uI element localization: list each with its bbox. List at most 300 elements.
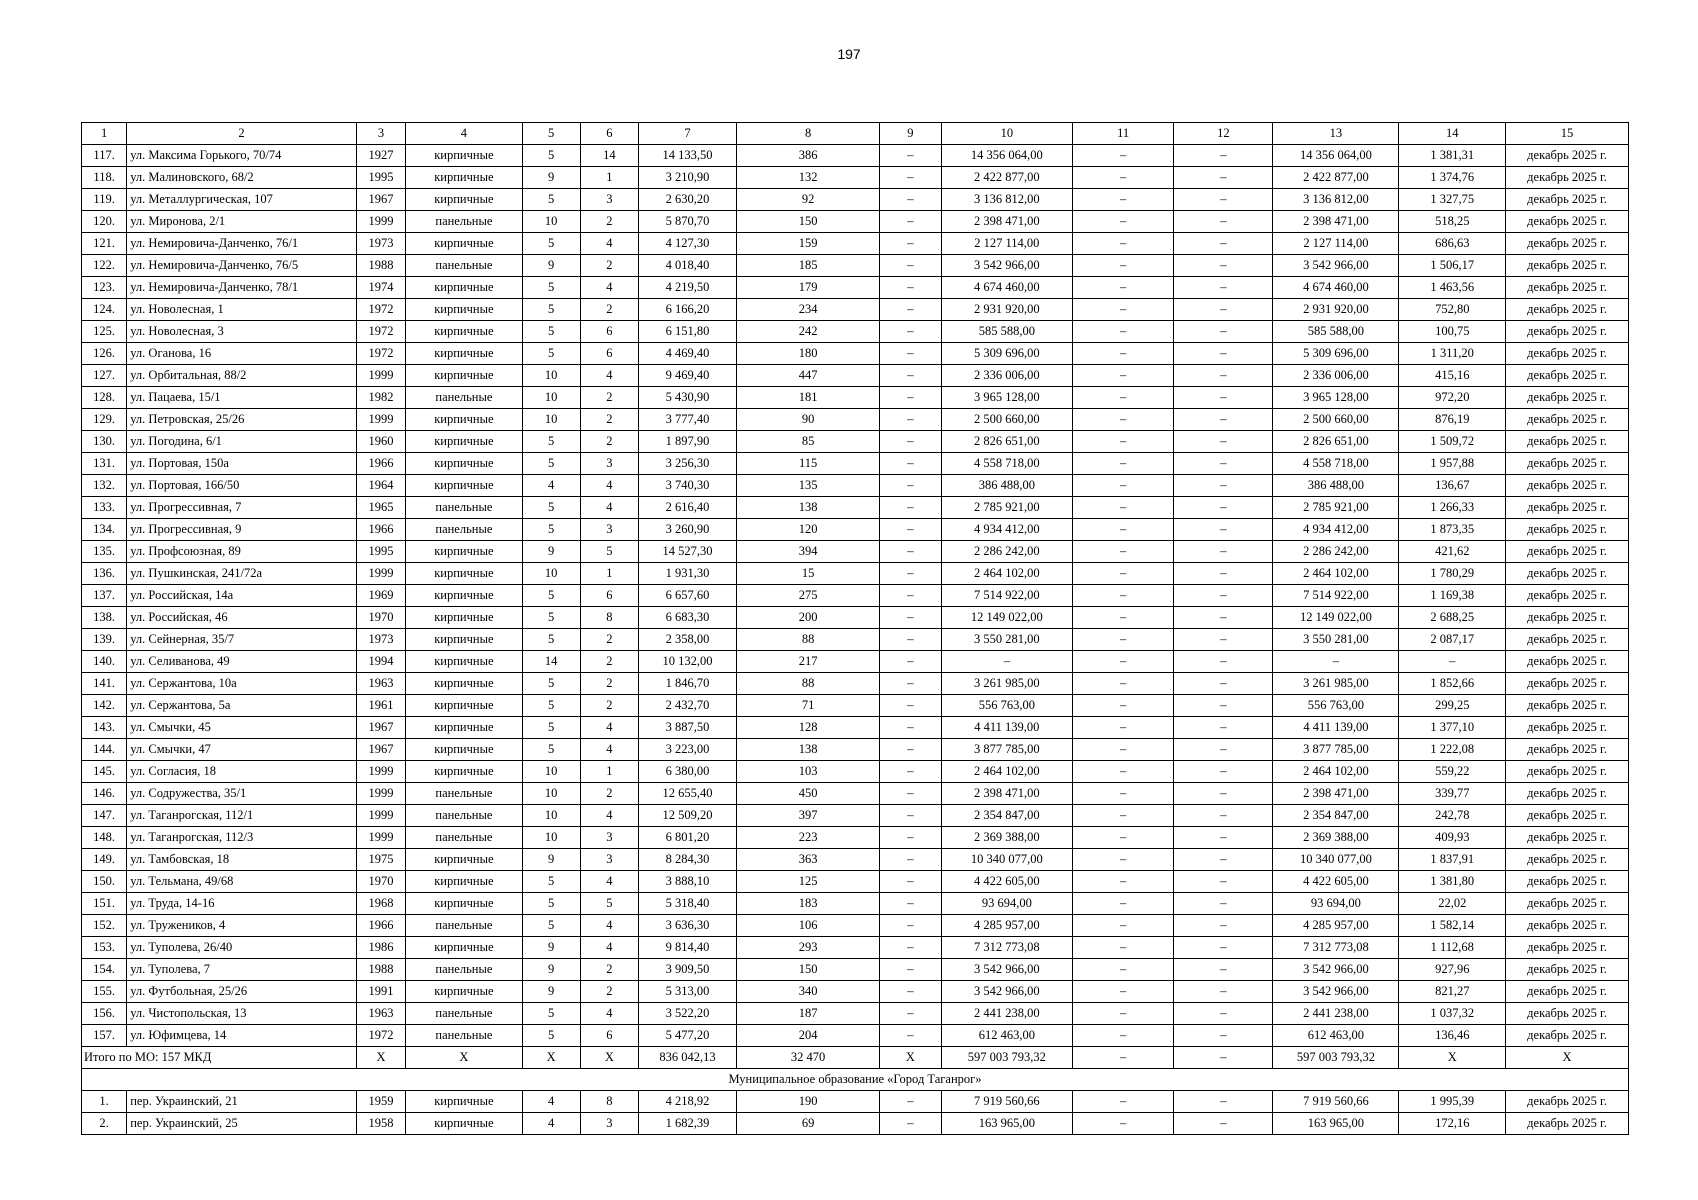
floors-cell: 9 — [522, 541, 580, 563]
year-built-cell: 1999 — [356, 827, 406, 849]
year-built-cell: 1968 — [356, 893, 406, 915]
total-area-cell: 3 223,00 — [638, 739, 736, 761]
floors-cell: 5 — [522, 497, 580, 519]
floors-cell: 10 — [522, 805, 580, 827]
entrances-cell: 1 — [580, 563, 638, 585]
cost-col-13-cell: 585 588,00 — [1273, 321, 1399, 343]
year-built-cell: 1973 — [356, 233, 406, 255]
completion-date-cell: декабрь 2025 г. — [1506, 1003, 1629, 1025]
total-area-cell: 1 682,39 — [638, 1113, 736, 1135]
cost-per-sqm-cell: 1 311,20 — [1399, 343, 1506, 365]
row-number-cell: 136. — [82, 563, 127, 585]
column-number-cell: 15 — [1506, 123, 1629, 145]
cost-col-9-cell: – — [880, 673, 941, 695]
residents-cell: 71 — [736, 695, 879, 717]
cost-per-sqm-cell: 1 582,14 — [1399, 915, 1506, 937]
completion-date-cell: декабрь 2025 г. — [1506, 805, 1629, 827]
row-number-cell: 124. — [82, 299, 127, 321]
cost-per-sqm-cell: 100,75 — [1399, 321, 1506, 343]
cost-col-13-cell: – — [1273, 651, 1399, 673]
cost-per-sqm-cell: 752,80 — [1399, 299, 1506, 321]
table-row — [82, 189, 1629, 211]
total-area-cell: 3 740,30 — [638, 475, 736, 497]
cost-col-11-cell: – — [1073, 475, 1174, 497]
address-cell: ул. Максима Горького, 70/74 — [127, 145, 356, 167]
row-number-cell: 149. — [82, 849, 127, 871]
residents-cell: 88 — [736, 673, 879, 695]
cost-col-10-cell: 5 309 696,00 — [941, 343, 1072, 365]
address-cell: ул. Профсоюзная, 89 — [127, 541, 356, 563]
cost-col-10-cell: 93 694,00 — [941, 893, 1072, 915]
cost-per-sqm-cell: 876,19 — [1399, 409, 1506, 431]
total-area-cell: 9 814,40 — [638, 937, 736, 959]
cost-col-13-cell: 2 286 242,00 — [1273, 541, 1399, 563]
cost-per-sqm-cell: 339,77 — [1399, 783, 1506, 805]
completion-date-cell: декабрь 2025 г. — [1506, 189, 1629, 211]
column-number-cell: 2 — [127, 123, 356, 145]
row-number-cell: 120. — [82, 211, 127, 233]
year-built-cell: 1972 — [356, 321, 406, 343]
total-area-cell: 4 469,40 — [638, 343, 736, 365]
table-row — [82, 783, 1629, 805]
wall-material-cell: кирпичные — [406, 607, 522, 629]
cost-col-9-cell: – — [880, 343, 941, 365]
table-row — [82, 871, 1629, 893]
year-built-cell: 1972 — [356, 343, 406, 365]
cost-col-13-cell: 14 356 064,00 — [1273, 145, 1399, 167]
address-cell: ул. Смычки, 45 — [127, 717, 356, 739]
cost-per-sqm-cell: 1 873,35 — [1399, 519, 1506, 541]
row-number-cell: 147. — [82, 805, 127, 827]
cost-col-9-cell: – — [880, 431, 941, 453]
entrances-cell: 4 — [580, 805, 638, 827]
cost-col-12-cell: – — [1174, 563, 1273, 585]
cost-col-12-cell: – — [1174, 1003, 1273, 1025]
row-number-cell: 129. — [82, 409, 127, 431]
cost-col-11-cell: – — [1073, 365, 1174, 387]
cost-col-13-cell: 2 464 102,00 — [1273, 563, 1399, 585]
address-cell: ул. Тельмана, 49/68 — [127, 871, 356, 893]
year-built-cell: 1999 — [356, 805, 406, 827]
year-built-cell: 1958 — [356, 1113, 406, 1135]
row-number-cell: 140. — [82, 651, 127, 673]
address-cell: ул. Футбольная, 25/26 — [127, 981, 356, 1003]
year-built-cell: 1999 — [356, 409, 406, 431]
cost-col-10-cell: 2 398 471,00 — [941, 211, 1072, 233]
completion-date-cell: декабрь 2025 г. — [1506, 651, 1629, 673]
total-area-cell: 5 870,70 — [638, 211, 736, 233]
table-row — [82, 937, 1629, 959]
cost-col-12-cell: – — [1174, 233, 1273, 255]
residents-cell: 190 — [736, 1091, 879, 1113]
total-area-cell: 6 657,60 — [638, 585, 736, 607]
cost-col-10-cell: 3 550 281,00 — [941, 629, 1072, 651]
residents-cell: 447 — [736, 365, 879, 387]
cost-col-11-cell: – — [1073, 277, 1174, 299]
table-row — [82, 915, 1629, 937]
cost-col-9-cell: – — [880, 717, 941, 739]
floors-cell: 5 — [522, 431, 580, 453]
row-number-cell: 155. — [82, 981, 127, 1003]
row-number-cell: 137. — [82, 585, 127, 607]
cost-col-10-cell: – — [941, 651, 1072, 673]
floors-cell: 5 — [522, 871, 580, 893]
cost-col-12-cell: – — [1174, 651, 1273, 673]
cost-col-12-cell: – — [1174, 453, 1273, 475]
table-row — [82, 277, 1629, 299]
row-number-cell: 127. — [82, 365, 127, 387]
row-number-cell: 145. — [82, 761, 127, 783]
address-cell: ул. Труда, 14-16 — [127, 893, 356, 915]
residents-cell: 179 — [736, 277, 879, 299]
residents-cell: 242 — [736, 321, 879, 343]
cost-per-sqm-cell: 1 112,68 — [1399, 937, 1506, 959]
column-number-cell: 10 — [941, 123, 1072, 145]
cost-per-sqm-cell: 2 688,25 — [1399, 607, 1506, 629]
entrances-cell: 2 — [580, 673, 638, 695]
residents-cell: 103 — [736, 761, 879, 783]
total-area-cell: 6 151,80 — [638, 321, 736, 343]
cost-col-11-cell: – — [1073, 431, 1174, 453]
cost-col-13-cell: 4 934 412,00 — [1273, 519, 1399, 541]
residents-cell: 223 — [736, 827, 879, 849]
total-area-cell: 2 432,70 — [638, 695, 736, 717]
cost-col-13-cell: 2 354 847,00 — [1273, 805, 1399, 827]
table-row — [82, 497, 1629, 519]
cost-col-13-cell: 4 285 957,00 — [1273, 915, 1399, 937]
cost-per-sqm-cell: 1 509,72 — [1399, 431, 1506, 453]
year-built-cell: 1994 — [356, 651, 406, 673]
cost-col-12-cell: – — [1174, 717, 1273, 739]
completion-date-cell: декабрь 2025 г. — [1506, 453, 1629, 475]
residents-cell: 85 — [736, 431, 879, 453]
cost-col-11-cell: – — [1073, 1091, 1174, 1113]
wall-material-cell: кирпичные — [406, 321, 522, 343]
cost-col-11-cell: – — [1073, 695, 1174, 717]
wall-material-cell: панельные — [406, 1025, 522, 1047]
cost-col-11-cell: – — [1073, 1113, 1174, 1135]
wall-material-cell: кирпичные — [406, 1091, 522, 1113]
completion-date-cell: декабрь 2025 г. — [1506, 365, 1629, 387]
cost-col-10-cell: 7 312 773,08 — [941, 937, 1072, 959]
residents-cell: 128 — [736, 717, 879, 739]
wall-material-cell: кирпичные — [406, 167, 522, 189]
cost-col-10-cell: 12 149 022,00 — [941, 607, 1072, 629]
residents-cell: 135 — [736, 475, 879, 497]
address-cell: ул. Юфимцева, 14 — [127, 1025, 356, 1047]
residents-cell: 217 — [736, 651, 879, 673]
cost-col-9-cell: – — [880, 409, 941, 431]
table-row — [82, 167, 1629, 189]
cost-col-13-cell: 163 965,00 — [1273, 1113, 1399, 1135]
cost-col-12-cell: – — [1174, 893, 1273, 915]
year-built-cell: 1963 — [356, 1003, 406, 1025]
entrances-cell: 3 — [580, 453, 638, 475]
cost-col-10-cell: 4 674 460,00 — [941, 277, 1072, 299]
total-value-cell: Х — [1506, 1047, 1629, 1069]
table-row — [82, 299, 1629, 321]
row-number-cell: 126. — [82, 343, 127, 365]
cost-col-11-cell: – — [1073, 959, 1174, 981]
cost-col-9-cell: – — [880, 915, 941, 937]
cost-col-13-cell: 556 763,00 — [1273, 695, 1399, 717]
cost-col-11-cell: – — [1073, 871, 1174, 893]
cost-per-sqm-cell: 299,25 — [1399, 695, 1506, 717]
floors-cell: 14 — [522, 651, 580, 673]
wall-material-cell: кирпичные — [406, 475, 522, 497]
year-built-cell: 1999 — [356, 761, 406, 783]
cost-col-12-cell: – — [1174, 541, 1273, 563]
wall-material-cell: кирпичные — [406, 673, 522, 695]
completion-date-cell: декабрь 2025 г. — [1506, 827, 1629, 849]
cost-col-9-cell: – — [880, 211, 941, 233]
entrances-cell: 4 — [580, 915, 638, 937]
table-row — [82, 321, 1629, 343]
completion-date-cell: декабрь 2025 г. — [1506, 783, 1629, 805]
row-number-cell: 132. — [82, 475, 127, 497]
completion-date-cell: декабрь 2025 г. — [1506, 585, 1629, 607]
cost-col-10-cell: 2 336 006,00 — [941, 365, 1072, 387]
floors-cell: 5 — [522, 453, 580, 475]
floors-cell: 5 — [522, 915, 580, 937]
cost-per-sqm-cell: 1 222,08 — [1399, 739, 1506, 761]
year-built-cell: 1975 — [356, 849, 406, 871]
residents-cell: 394 — [736, 541, 879, 563]
year-built-cell: 1964 — [356, 475, 406, 497]
floors-cell: 5 — [522, 893, 580, 915]
entrances-cell: 6 — [580, 343, 638, 365]
wall-material-cell: кирпичные — [406, 365, 522, 387]
year-built-cell: 1965 — [356, 497, 406, 519]
completion-date-cell: декабрь 2025 г. — [1506, 299, 1629, 321]
wall-material-cell: кирпичные — [406, 585, 522, 607]
address-cell: ул. Прогрессивная, 9 — [127, 519, 356, 541]
address-cell: пер. Украинский, 21 — [127, 1091, 356, 1113]
residents-cell: 106 — [736, 915, 879, 937]
cost-col-10-cell: 3 542 966,00 — [941, 981, 1072, 1003]
cost-col-10-cell: 2 354 847,00 — [941, 805, 1072, 827]
wall-material-cell: кирпичные — [406, 409, 522, 431]
cost-col-9-cell: – — [880, 541, 941, 563]
total-area-cell: 1 846,70 — [638, 673, 736, 695]
floors-cell: 5 — [522, 629, 580, 651]
entrances-cell: 4 — [580, 497, 638, 519]
address-cell: ул. Туполева, 7 — [127, 959, 356, 981]
cost-col-12-cell: – — [1174, 585, 1273, 607]
cost-col-9-cell: – — [880, 805, 941, 827]
cost-col-9-cell: – — [880, 299, 941, 321]
floors-cell: 5 — [522, 717, 580, 739]
address-cell: ул. Погодина, 6/1 — [127, 431, 356, 453]
residents-cell: 187 — [736, 1003, 879, 1025]
cost-col-10-cell: 2 398 471,00 — [941, 783, 1072, 805]
year-built-cell: 1986 — [356, 937, 406, 959]
cost-col-12-cell: – — [1174, 321, 1273, 343]
total-area-cell: 2 630,20 — [638, 189, 736, 211]
cost-col-13-cell: 2 398 471,00 — [1273, 211, 1399, 233]
cost-col-11-cell: – — [1073, 585, 1174, 607]
table-row — [82, 761, 1629, 783]
cost-col-9-cell: – — [880, 145, 941, 167]
cost-col-10-cell: 386 488,00 — [941, 475, 1072, 497]
address-cell: ул. Портовая, 166/50 — [127, 475, 356, 497]
table-row — [82, 827, 1629, 849]
cost-col-13-cell: 3 542 966,00 — [1273, 255, 1399, 277]
year-built-cell: 1960 — [356, 431, 406, 453]
row-number-cell: 123. — [82, 277, 127, 299]
section-title-cell: Муниципальное образование «Город Таганрог» — [82, 1069, 1629, 1091]
table-row — [82, 409, 1629, 431]
cost-col-11-cell: – — [1073, 255, 1174, 277]
completion-date-cell: декабрь 2025 г. — [1506, 211, 1629, 233]
cost-per-sqm-cell: 136,67 — [1399, 475, 1506, 497]
total-value-cell: Х — [406, 1047, 522, 1069]
entrances-cell: 2 — [580, 255, 638, 277]
row-number-cell: 2. — [82, 1113, 127, 1135]
table-row — [82, 475, 1629, 497]
year-built-cell: 1999 — [356, 563, 406, 585]
row-number-cell: 151. — [82, 893, 127, 915]
year-built-cell: 1970 — [356, 607, 406, 629]
floors-cell: 5 — [522, 233, 580, 255]
entrances-cell: 2 — [580, 299, 638, 321]
row-number-cell: 1. — [82, 1091, 127, 1113]
row-number-cell: 128. — [82, 387, 127, 409]
cost-col-9-cell: – — [880, 321, 941, 343]
address-cell: ул. Сейнерная, 35/7 — [127, 629, 356, 651]
row-number-cell: 144. — [82, 739, 127, 761]
entrances-cell: 2 — [580, 211, 638, 233]
entrances-cell: 2 — [580, 387, 638, 409]
total-area-cell: 6 166,20 — [638, 299, 736, 321]
row-number-cell: 139. — [82, 629, 127, 651]
cost-col-12-cell: – — [1174, 211, 1273, 233]
wall-material-cell: панельные — [406, 519, 522, 541]
cost-per-sqm-cell: 559,22 — [1399, 761, 1506, 783]
entrances-cell: 2 — [580, 651, 638, 673]
total-area-cell: 5 318,40 — [638, 893, 736, 915]
cost-col-10-cell: 4 934 412,00 — [941, 519, 1072, 541]
table-row — [82, 431, 1629, 453]
cost-col-11-cell: – — [1073, 1003, 1174, 1025]
table-row — [82, 629, 1629, 651]
cost-per-sqm-cell: – — [1399, 651, 1506, 673]
cost-per-sqm-cell: 421,62 — [1399, 541, 1506, 563]
cost-col-12-cell: – — [1174, 607, 1273, 629]
table-row — [82, 651, 1629, 673]
completion-date-cell: декабрь 2025 г. — [1506, 563, 1629, 585]
residents-cell: 340 — [736, 981, 879, 1003]
cost-col-10-cell: 7 919 560,66 — [941, 1091, 1072, 1113]
completion-date-cell: декабрь 2025 г. — [1506, 981, 1629, 1003]
cost-col-11-cell: – — [1073, 651, 1174, 673]
cost-col-12-cell: – — [1174, 145, 1273, 167]
cost-col-13-cell: 2 336 006,00 — [1273, 365, 1399, 387]
row-number-cell: 157. — [82, 1025, 127, 1047]
cost-per-sqm-cell: 1 037,32 — [1399, 1003, 1506, 1025]
cost-col-9-cell: – — [880, 1025, 941, 1047]
floors-cell: 5 — [522, 343, 580, 365]
cost-col-11-cell: – — [1073, 519, 1174, 541]
address-cell: ул. Таганрогская, 112/3 — [127, 827, 356, 849]
table-row — [82, 1025, 1629, 1047]
year-built-cell: 1995 — [356, 167, 406, 189]
cost-col-10-cell: 2 422 877,00 — [941, 167, 1072, 189]
cost-col-9-cell: – — [880, 937, 941, 959]
entrances-cell: 8 — [580, 1091, 638, 1113]
cost-col-11-cell: – — [1073, 607, 1174, 629]
total-area-cell: 2 616,40 — [638, 497, 736, 519]
entrances-cell: 2 — [580, 629, 638, 651]
cost-col-11-cell: – — [1073, 783, 1174, 805]
registry-table — [81, 122, 1629, 1135]
entrances-cell: 4 — [580, 739, 638, 761]
cost-col-12-cell: – — [1174, 783, 1273, 805]
completion-date-cell: декабрь 2025 г. — [1506, 607, 1629, 629]
total-area-cell: 3 260,90 — [638, 519, 736, 541]
address-cell: ул. Немировича-Данченко, 78/1 — [127, 277, 356, 299]
total-value-cell: 597 003 793,32 — [941, 1047, 1072, 1069]
cost-col-10-cell: 7 514 922,00 — [941, 585, 1072, 607]
completion-date-cell: декабрь 2025 г. — [1506, 893, 1629, 915]
cost-col-13-cell: 5 309 696,00 — [1273, 343, 1399, 365]
cost-col-9-cell: – — [880, 189, 941, 211]
total-area-cell: 4 218,92 — [638, 1091, 736, 1113]
total-row — [82, 1047, 1629, 1069]
cost-col-12-cell: – — [1174, 827, 1273, 849]
total-value-cell: 597 003 793,32 — [1273, 1047, 1399, 1069]
table-row — [82, 717, 1629, 739]
wall-material-cell: кирпичные — [406, 937, 522, 959]
year-built-cell: 1966 — [356, 519, 406, 541]
cost-col-12-cell: – — [1174, 1091, 1273, 1113]
total-value-cell: Х — [580, 1047, 638, 1069]
cost-col-12-cell: – — [1174, 959, 1273, 981]
cost-col-12-cell: – — [1174, 871, 1273, 893]
total-area-cell: 9 469,40 — [638, 365, 736, 387]
cost-col-13-cell: 3 542 966,00 — [1273, 959, 1399, 981]
completion-date-cell: декабрь 2025 г. — [1506, 1091, 1629, 1113]
completion-date-cell: декабрь 2025 г. — [1506, 673, 1629, 695]
total-area-cell: 5 477,20 — [638, 1025, 736, 1047]
entrances-cell: 3 — [580, 1113, 638, 1135]
wall-material-cell: кирпичные — [406, 343, 522, 365]
completion-date-cell: декабрь 2025 г. — [1506, 739, 1629, 761]
cost-col-12-cell: – — [1174, 365, 1273, 387]
table-row — [82, 387, 1629, 409]
completion-date-cell: декабрь 2025 г. — [1506, 695, 1629, 717]
entrances-cell: 3 — [580, 849, 638, 871]
table-row — [82, 145, 1629, 167]
cost-col-13-cell: 4 422 605,00 — [1273, 871, 1399, 893]
table-row — [82, 673, 1629, 695]
address-cell: ул. Пушкинская, 241/72а — [127, 563, 356, 585]
cost-col-12-cell: – — [1174, 849, 1273, 871]
address-cell: ул. Российская, 14а — [127, 585, 356, 607]
row-number-cell: 125. — [82, 321, 127, 343]
completion-date-cell: декабрь 2025 г. — [1506, 343, 1629, 365]
wall-material-cell: кирпичные — [406, 299, 522, 321]
cost-col-13-cell: 2 369 388,00 — [1273, 827, 1399, 849]
cost-col-11-cell: – — [1073, 453, 1174, 475]
entrances-cell: 2 — [580, 695, 638, 717]
row-number-cell: 146. — [82, 783, 127, 805]
floors-cell: 10 — [522, 387, 580, 409]
residents-cell: 92 — [736, 189, 879, 211]
cost-col-12-cell: – — [1174, 255, 1273, 277]
wall-material-cell: кирпичные — [406, 431, 522, 453]
completion-date-cell: декабрь 2025 г. — [1506, 915, 1629, 937]
